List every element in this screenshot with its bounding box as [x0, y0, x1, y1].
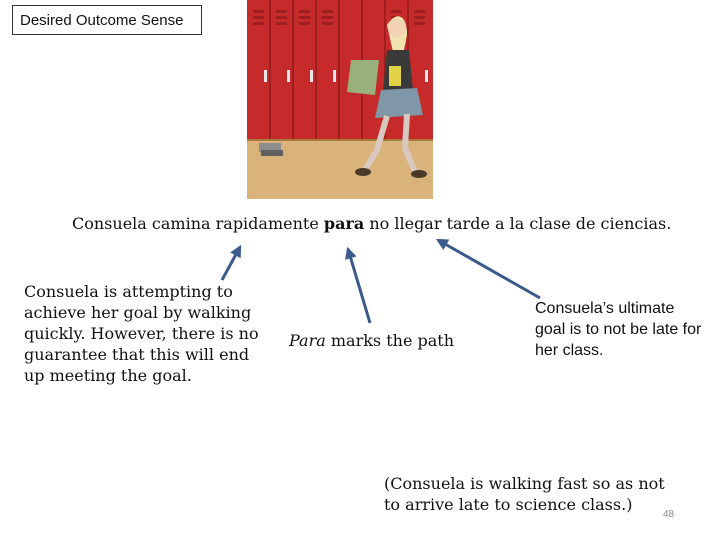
school-hallway-illustration — [247, 0, 433, 199]
note-goal-attempt: Consuela is attempting to achieve her goal by walking quickly. However, there is no guarantee that this will end up meeting the goal. — [24, 282, 259, 385]
sentence-after: no llegar tarde a la clase de ciencias. — [364, 214, 672, 233]
sentence-keyword: para — [323, 214, 365, 233]
example-sentence — [72, 214, 671, 233]
slide-title-box — [12, 5, 202, 35]
note-ultimate-goal: Consuela’s ultimate goal is to not be late for her class. — [535, 300, 702, 359]
arrow-left — [222, 247, 240, 280]
page-number: 48 — [663, 509, 675, 520]
slide-title: Desired Outcome Sense — [20, 11, 184, 29]
note-path-text: marks the path — [325, 331, 455, 350]
sentence-before: Consuela camina rapidamente — [72, 214, 324, 233]
note-path-keyword: Para — [289, 331, 326, 350]
arrow-right — [438, 240, 540, 298]
note-path — [289, 330, 454, 351]
arrow-middle — [348, 249, 370, 323]
note-translation: (Consuela is walking fast so as not to arrive late to science class.) — [384, 474, 665, 514]
